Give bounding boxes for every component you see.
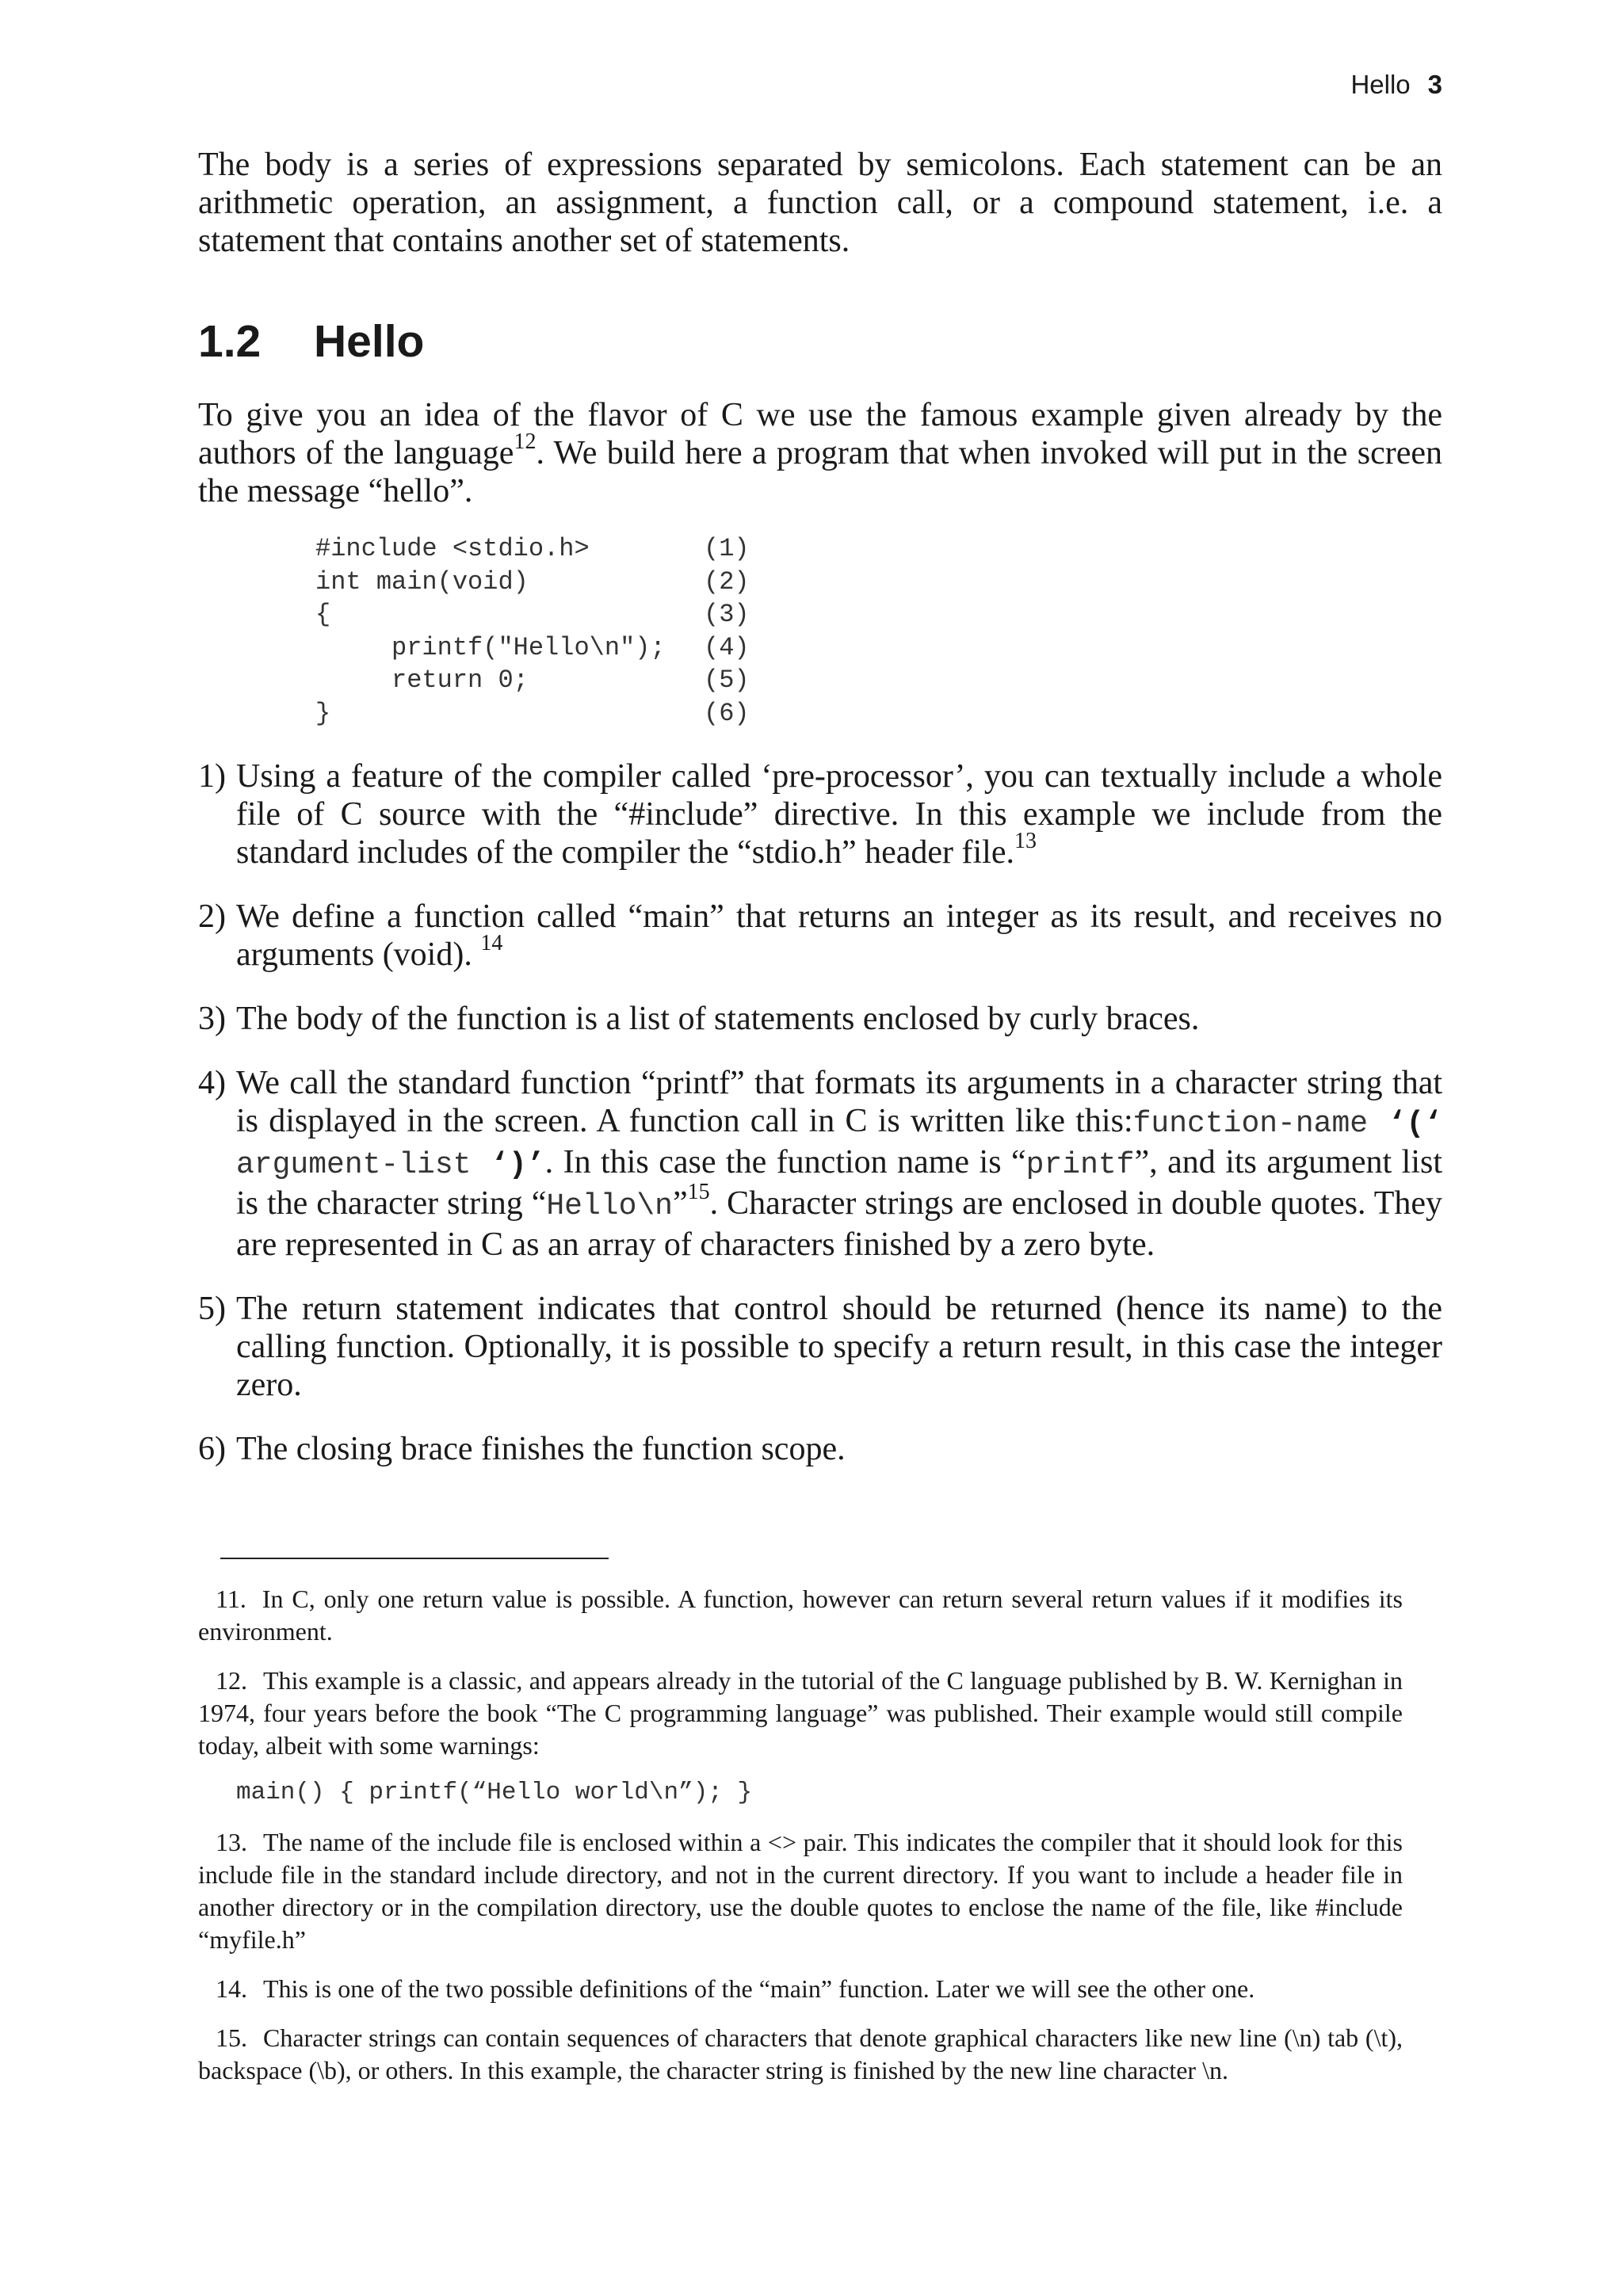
inline-code-bold: ‘)’ (471, 1148, 545, 1182)
item-text: . In this case the function name is “ (544, 1144, 1026, 1180)
list-item-number: 6) (198, 1431, 226, 1467)
footnotes (198, 1583, 1403, 2103)
footnote-text: This is one of the two possible definitions of the “main” function. Later we will see the other one. (263, 1974, 1255, 2003)
code-text: return 0; (315, 666, 529, 695)
item-text: . Character strings are enclosed in double quotes. They are represented in C as an array of characters finished by a zero byte. (236, 1185, 1443, 1263)
section-number: 1.2 (198, 316, 262, 367)
footnote-number: 15. (216, 2023, 247, 2052)
page-number: 3 (1427, 70, 1442, 99)
code-line (315, 697, 750, 730)
footnote-text: This example is a classic, and appears already in the tutorial of the C language published by B. W. Kernighan in 1974, four years before the book “The C programming language” was published. Their example would still compile today, albeit with some warnings: (198, 1666, 1403, 1760)
code-line-number: (3) (704, 600, 750, 629)
list-item (198, 1000, 1442, 1038)
code-line (315, 532, 750, 566)
list-item-number: 1) (198, 758, 226, 795)
item-text: ”, and its argument list is the character string “ (236, 1144, 1442, 1222)
footnote-number: 14. (216, 1974, 247, 2003)
code-line-number: (1) (704, 534, 750, 563)
footnote-ref-15: 15 (687, 1180, 710, 1204)
list-item-number: 2) (198, 898, 226, 935)
list-item-text (236, 1064, 1442, 1264)
item-text: We define a function called “main” that returns an integer as its result, and receives no arguments (void). (236, 898, 1442, 973)
code-line-number: (5) (704, 666, 750, 695)
code-text: { (315, 600, 331, 629)
section-title: Hello (314, 316, 425, 367)
code-line (315, 664, 750, 697)
footnote-11 (198, 1583, 1403, 1648)
footnote-15 (198, 2022, 1403, 2087)
list-item (198, 1290, 1442, 1404)
list-item (198, 757, 1442, 871)
code-line (315, 566, 750, 599)
footnote-number: 12. (216, 1666, 247, 1695)
inline-code: argument-list (236, 1148, 472, 1182)
list-item-number: 5) (198, 1291, 226, 1327)
item-text: We call the standard function “printf” that formats its arguments in a character string that is displayed in the screen. A function call in C is written like this: (236, 1065, 1442, 1139)
inline-code: Hello\n (546, 1189, 673, 1223)
footnote-12 (198, 1665, 1403, 1762)
item-text: Using a feature of the compiler called ‘pre-processor’, you can textually include a whole file of C source with the “#include” directive. In this example we include from the standard includes of the compiler the “stdio.h” header file. (236, 758, 1442, 871)
section-intro-paragraph (198, 396, 1442, 510)
footnote-number: 13. (216, 1828, 247, 1856)
footnote-number: 11. (216, 1585, 246, 1613)
section-heading (198, 315, 424, 368)
footnote-divider (220, 1558, 609, 1559)
code-text: } (315, 698, 331, 728)
code-text: int main(void) (315, 566, 529, 597)
footnote-text: Character strings can contain sequences of characters that denote graphical characters like new line (\n) tab (\t), backspace (\b), or others. In this example, the character string is finished by the new line character \n. (198, 2023, 1403, 2084)
code-listing (315, 532, 750, 730)
code-line (315, 598, 750, 631)
list-item (198, 898, 1442, 974)
footnote-ref-13: 13 (1014, 829, 1037, 853)
para-text: To give you an idea of the flavor of C we use the famous example given already by the authors of the language (198, 397, 1442, 471)
code-line-number: (6) (704, 698, 750, 728)
footnote-ref-12: 12 (514, 429, 537, 454)
footnote-text: The name of the include file is enclosed within a <> pair. This indicates the compiler that it should look for this include file in the standard include directory, and not in the current directory. If you want to include a header file in another directory or in the compilation directory, use the double quotes to enclose the name of the file, like #include “myfile.h” (198, 1828, 1403, 1954)
inline-code: printf (1025, 1148, 1135, 1182)
code-text: #include <stdio.h> (315, 534, 590, 563)
list-item-text (236, 898, 1442, 974)
list-item-text: The body of the function is a list of statements enclosed by curly braces. (236, 1001, 1200, 1037)
list-item-text (236, 757, 1442, 871)
footnote-ref-14: 14 (480, 931, 503, 955)
list-item (198, 1064, 1442, 1264)
code-line (315, 631, 750, 665)
inline-code: function-name (1132, 1107, 1369, 1141)
code-line-number: (2) (704, 566, 750, 597)
item-text: ” (673, 1185, 688, 1222)
list-item-text: The closing brace finishes the function scope. (236, 1431, 846, 1467)
intro-paragraph: The body is a series of expressions separated by semicolons. Each statement can be an arithmetic operation, an assignment, a function call, or a compound statement, i.e. a statement that contains another set of statements. (198, 147, 1442, 259)
footnote-text: In C, only one return value is possible. A function, however can return several return values if it modifies its environment. (198, 1585, 1403, 1646)
footnote-code-example: main() { printf(“Hello world\n”); } (236, 1779, 753, 1806)
footnote-13 (198, 1826, 1403, 1956)
running-head (1350, 70, 1442, 100)
para-text: . We build here a program that when invoked will put in the screen the message “hello”. (198, 435, 1442, 509)
running-head-title: Hello (1350, 70, 1411, 99)
code-text: printf("Hello\n"); (315, 632, 666, 662)
explanation-list (198, 757, 1442, 1494)
list-item-text: The return statement indicates that control should be returned (hence its name) to the calling function. Optionally, it is possible to specify a return result, in this case the integer zero. (236, 1291, 1442, 1403)
inline-code-bold: ‘(‘ (1368, 1107, 1442, 1141)
code-line-number: (4) (704, 632, 750, 662)
list-item-number: 3) (198, 1001, 226, 1037)
list-item-number: 4) (198, 1065, 226, 1101)
list-item (198, 1430, 1442, 1468)
footnote-14 (198, 1973, 1403, 2005)
